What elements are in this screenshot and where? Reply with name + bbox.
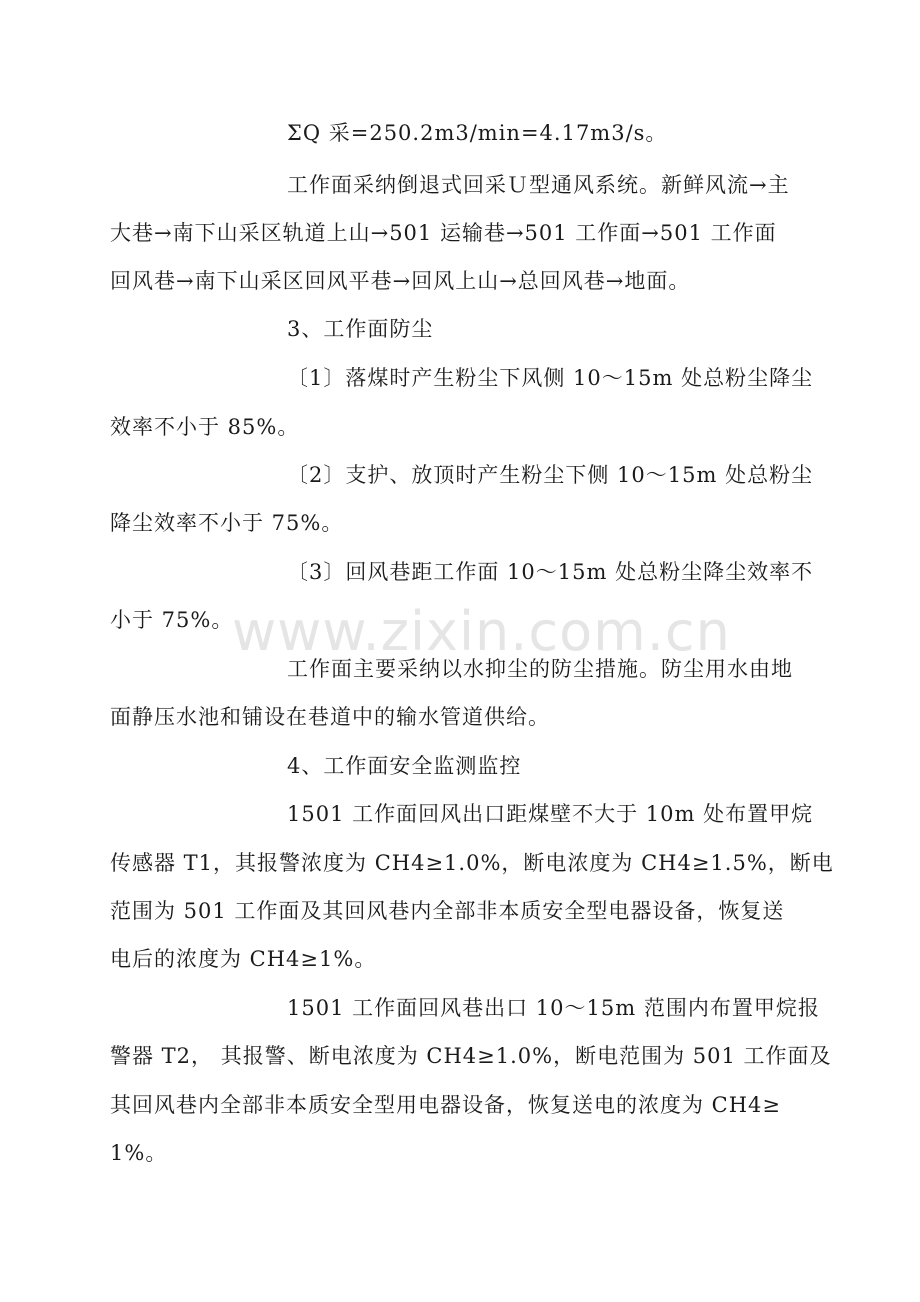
watermark: www.zixin.com.cn (232, 600, 731, 663)
paragraph-line: 工作面主要采纳以水抑尘的防尘措施。防尘用水由地 (287, 657, 793, 681)
section-heading: 3、工作面防尘 (287, 317, 434, 341)
paragraph-line: 1501 工作面回风巷出口 10～15m 范围内布置甲烷报 (287, 996, 820, 1020)
paragraph-line: 〔3〕回风巷距工作面 10～15m 处总粉尘降尘效率不 (287, 560, 814, 584)
formula-line: ΣQ 采=250.2m3/min=4.17m3/s。 (287, 121, 668, 145)
paragraph-line: 工作面采纳倒退式回采Ｕ型通风系统。新鲜风流→主 (287, 173, 790, 197)
paragraph-line: 面静压水池和铺设在巷道中的输水管道供给。 (110, 705, 550, 729)
paragraph-line: 〔1〕落煤时产生粉尘下风侧 10～15m 处总粉尘降尘 (287, 366, 814, 390)
paragraph-line: 回风巷→南下山采区回风平巷→回风上山→总回风巷→地面。 (110, 269, 691, 293)
paragraph-line: 〔2〕支护、放顶时产生粉尘下侧 10～15m 处总粉尘 (287, 463, 814, 487)
paragraph-line: 传感器 T1，其报警浓度为 CH4≥1.0%，断电浓度为 CH4≥1.5%，断电 (110, 851, 834, 875)
paragraph-line: 小于 75%。 (110, 608, 234, 632)
paragraph-line: 警器 T2， 其报警、断电浓度为 CH4≥1.0%，断电范围为 501 工作面及 (110, 1044, 832, 1068)
paragraph-line: 电后的浓度为 CH4≥1%。 (110, 947, 377, 971)
paragraph-line: 大巷→南下山采区轨道上山→501 运输巷→501 工作面→501 工作面 (110, 221, 777, 245)
paragraph-line: 降尘效率不小于 75%。 (110, 511, 344, 535)
paragraph-line: 1%。 (110, 1141, 168, 1165)
paragraph-line: 范围为 501 工作面及其回风巷内全部非本质安全型电器设备，恢复送 (110, 899, 785, 923)
section-heading: 4、工作面安全监测监控 (287, 754, 522, 778)
paragraph-line: 1501 工作面回风出口距煤壁不大于 10m 处布置甲烷 (287, 802, 814, 826)
paragraph-line: 效率不小于 85%。 (110, 415, 300, 439)
paragraph-line: 其回风巷内全部非本质安全型用电器设备，恢复送电的浓度为 CH4≥ (110, 1093, 782, 1117)
